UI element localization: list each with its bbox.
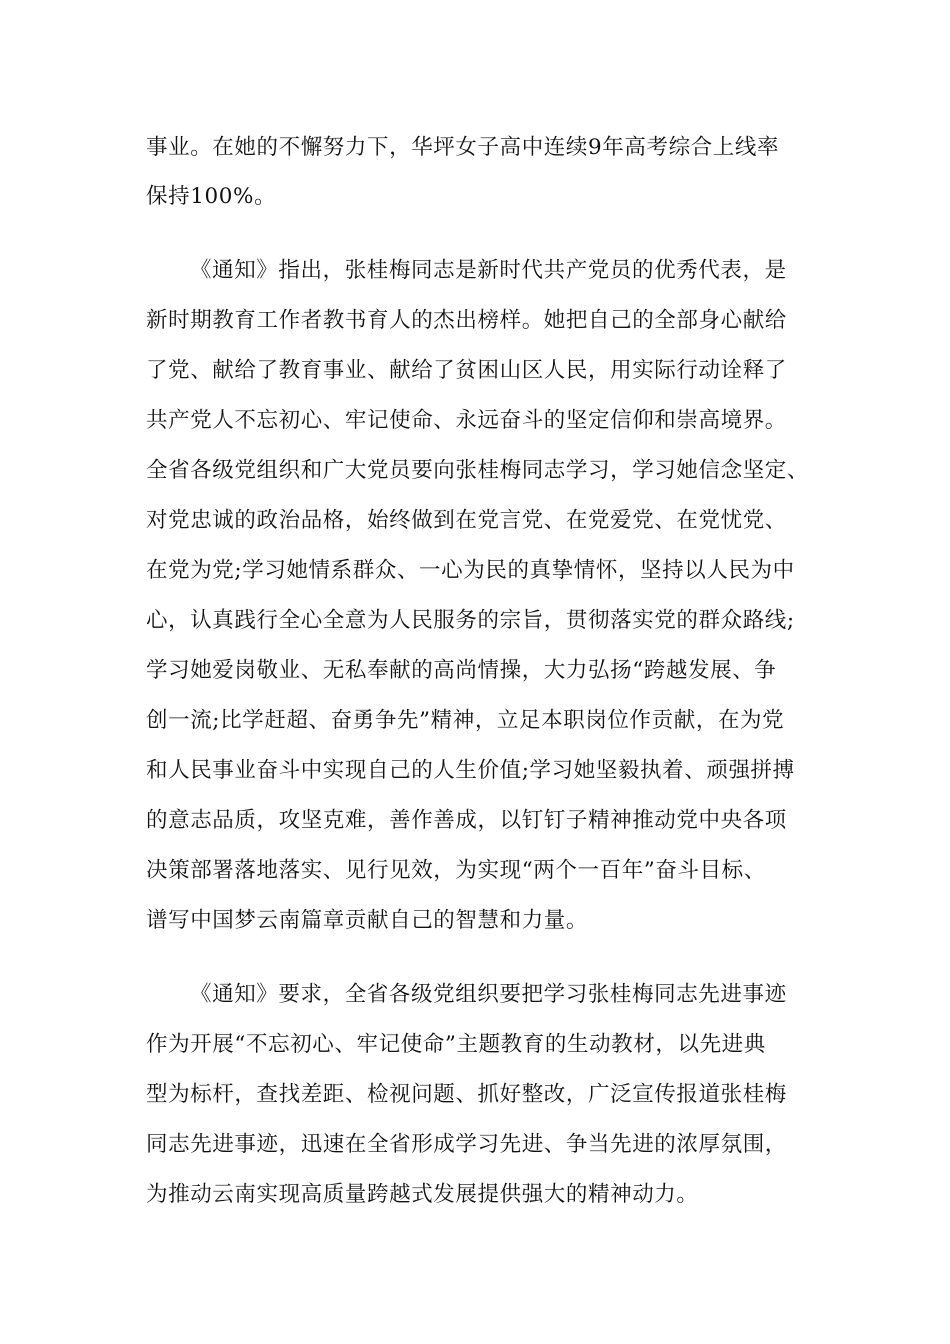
text-line: 为推动云南实现高质量跨越式发展提供强大的精神动力。	[146, 1182, 699, 1207]
text-line: 型为标杆，查找差距、检视问题、抓好整改，广泛宣传报道张桂梅	[146, 1082, 787, 1107]
text-line: 心，认真践行全心全意为人民服务的宗旨，贯彻落实党的群众路线;	[146, 608, 795, 633]
text-line: 全省各级党组织和广大党员要向张桂梅同志学习，学习她信念坚定、	[146, 458, 810, 483]
text-line: 事业。在她的不懈努力下，华坪女子高中连续9年高考综合上线率	[146, 135, 780, 160]
text-line: 保持100%。	[146, 184, 277, 209]
text-line: 同志先进事迹，迅速在全省形成学习先进、争当先进的浓厚氛围，	[146, 1132, 787, 1157]
text-line: 了党、献给了教育事业、献给了贫困山区人民，用实际行动诠释了	[146, 358, 787, 383]
text-line: 共产党人不忘初心、牢记使命、永远奋斗的坚定信仰和崇高境界。	[146, 408, 787, 433]
text-line: 谱写中国梦云南篇章贡献自己的智慧和力量。	[146, 908, 589, 933]
text-line: 《通知》指出，张桂梅同志是新时代共产党员的优秀代表，是	[190, 258, 787, 283]
text-line: 决策部署落地落实、见行见效，为实现“两个一百年”奋斗目标、	[146, 858, 766, 883]
text-line: 的意志品质，攻坚克难，善作善成，以钉钉子精神推动党中央各项	[146, 808, 787, 833]
text-line: 和人民事业奋斗中实现自己的人生价值;学习她坚毅执着、顽强拼搏	[146, 758, 795, 783]
text-line: 《通知》要求，全省各级党组织要把学习张桂梅同志先进事迹	[190, 982, 787, 1007]
text-line: 对党忠诚的政治品格，始终做到在党言党、在党爱党、在党忧党、	[146, 508, 787, 533]
text-line: 作为开展“不忘初心、牢记使命”主题教育的生动教材，以先进典	[146, 1032, 766, 1057]
text-line: 新时期教育工作者教书育人的杰出榜样。她把自己的全部身心献给	[146, 308, 787, 333]
text-line: 在党为党;学习她情系群众、一心为民的真挚情怀，坚持以人民为中	[146, 558, 795, 583]
text-line: 学习她爱岗敬业、无私奉献的高尚情操，大力弘扬“跨越发展、争	[146, 658, 777, 683]
text-line: 创一流;比学赶超、奋勇争先”精神，立足本职岗位作贡献，在为党	[146, 708, 785, 733]
